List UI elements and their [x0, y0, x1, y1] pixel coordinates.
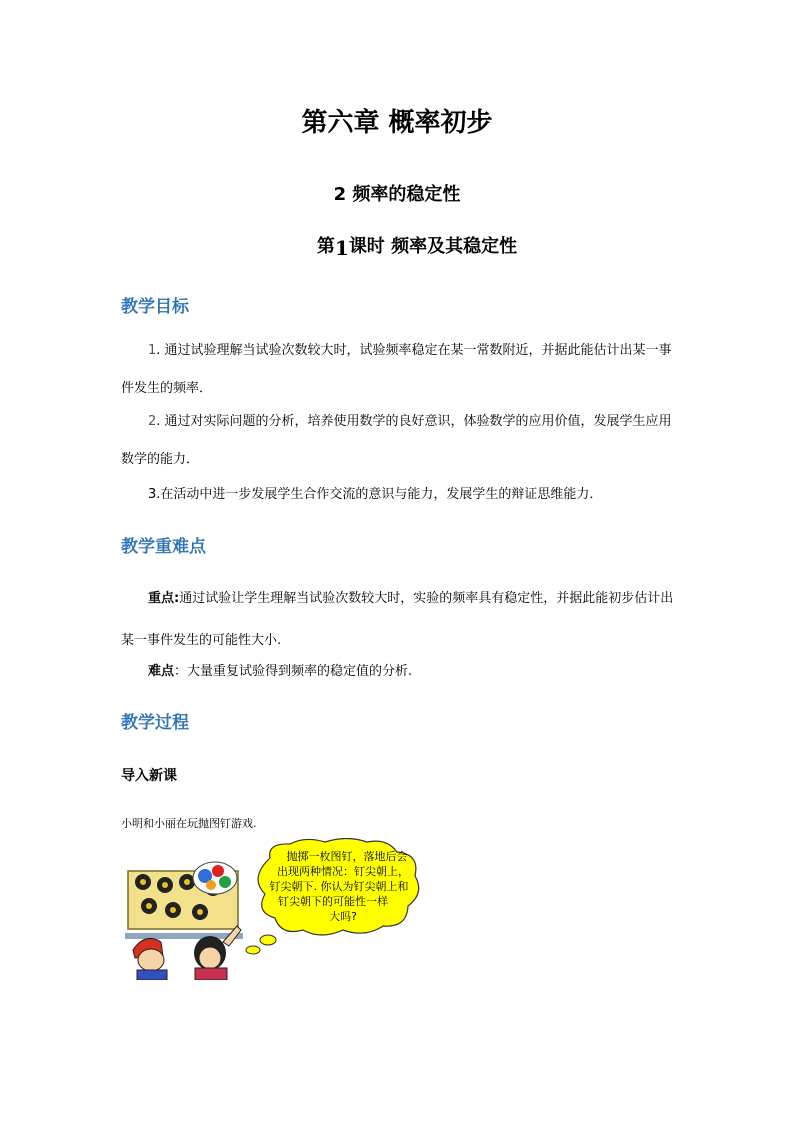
boy-figure: [133, 938, 167, 980]
lesson-number: 1: [334, 236, 349, 260]
process-heading: 教学过程: [121, 713, 189, 733]
goal-item-3-num: 3: [148, 487, 157, 502]
bubble-line-5: 大吗?: [329, 910, 357, 923]
goal-item-3: [121, 476, 676, 514]
lesson-prefix: 第: [316, 236, 335, 257]
section-title: 2 频率的稳定性: [333, 184, 461, 205]
difficulty-paragraph: [121, 653, 676, 691]
illustration-caption: 小明和小丽在玩抛图钉游戏.: [121, 817, 257, 830]
bubble-line-3: 钉尖朝下. 你认为钉尖朝上和: [269, 880, 409, 893]
goals-heading: 教学目标: [121, 297, 189, 317]
lesson-title: [0, 232, 794, 258]
focus-label: 重点:: [148, 591, 180, 606]
goal-item-2-num: 2: [148, 414, 157, 429]
bubble-line-1: 抛掷一枚图钉，落地后会: [286, 850, 408, 863]
lesson-rest: 课时 频率及其稳定性: [348, 236, 518, 257]
bubble-line-4: 钉尖朝下的可能性一样: [278, 895, 388, 908]
goal-item-1: [121, 332, 676, 408]
goal-item-1-text: . 通过试验理解当试验次数较大时，试验频率稳定在某一常数附近，并据此能估计出某一事件发生的频率．: [121, 343, 672, 396]
colorful-thought-icon: [193, 862, 237, 894]
bubble-line-2: 出现两种情况：钉尖朝上，: [277, 865, 409, 878]
focus-text: 通过试验让学生理解当试验次数较大时，实验的频率具有稳定性，并据此能初步估计出某一事件发生的可能性大小.: [121, 591, 674, 648]
difficulty-text: ：大量重复试验得到频率的稳定值的分析.: [174, 664, 413, 679]
difficulty-label: 难点: [148, 664, 175, 679]
focus-paragraph: [121, 578, 676, 662]
intro-subheading: 导入新课: [121, 768, 177, 784]
keypoints-heading: 教学重难点: [121, 537, 206, 557]
goal-item-3-text: .在活动中进一步发展学生合作交流的意识与能力，发展学生的辩证思维能力．: [156, 487, 603, 502]
thumbtack-game-illustration: [125, 838, 425, 980]
goal-item-1-num: 1: [148, 343, 157, 358]
goal-item-2: [121, 403, 676, 479]
chapter-title: 第六章 概率初步: [301, 108, 493, 138]
goal-item-2-text: . 通过对实际问题的分析，培养使用数学的良好意识，体验数学的应用价值，发展学生应用数学的能力．: [121, 414, 672, 467]
